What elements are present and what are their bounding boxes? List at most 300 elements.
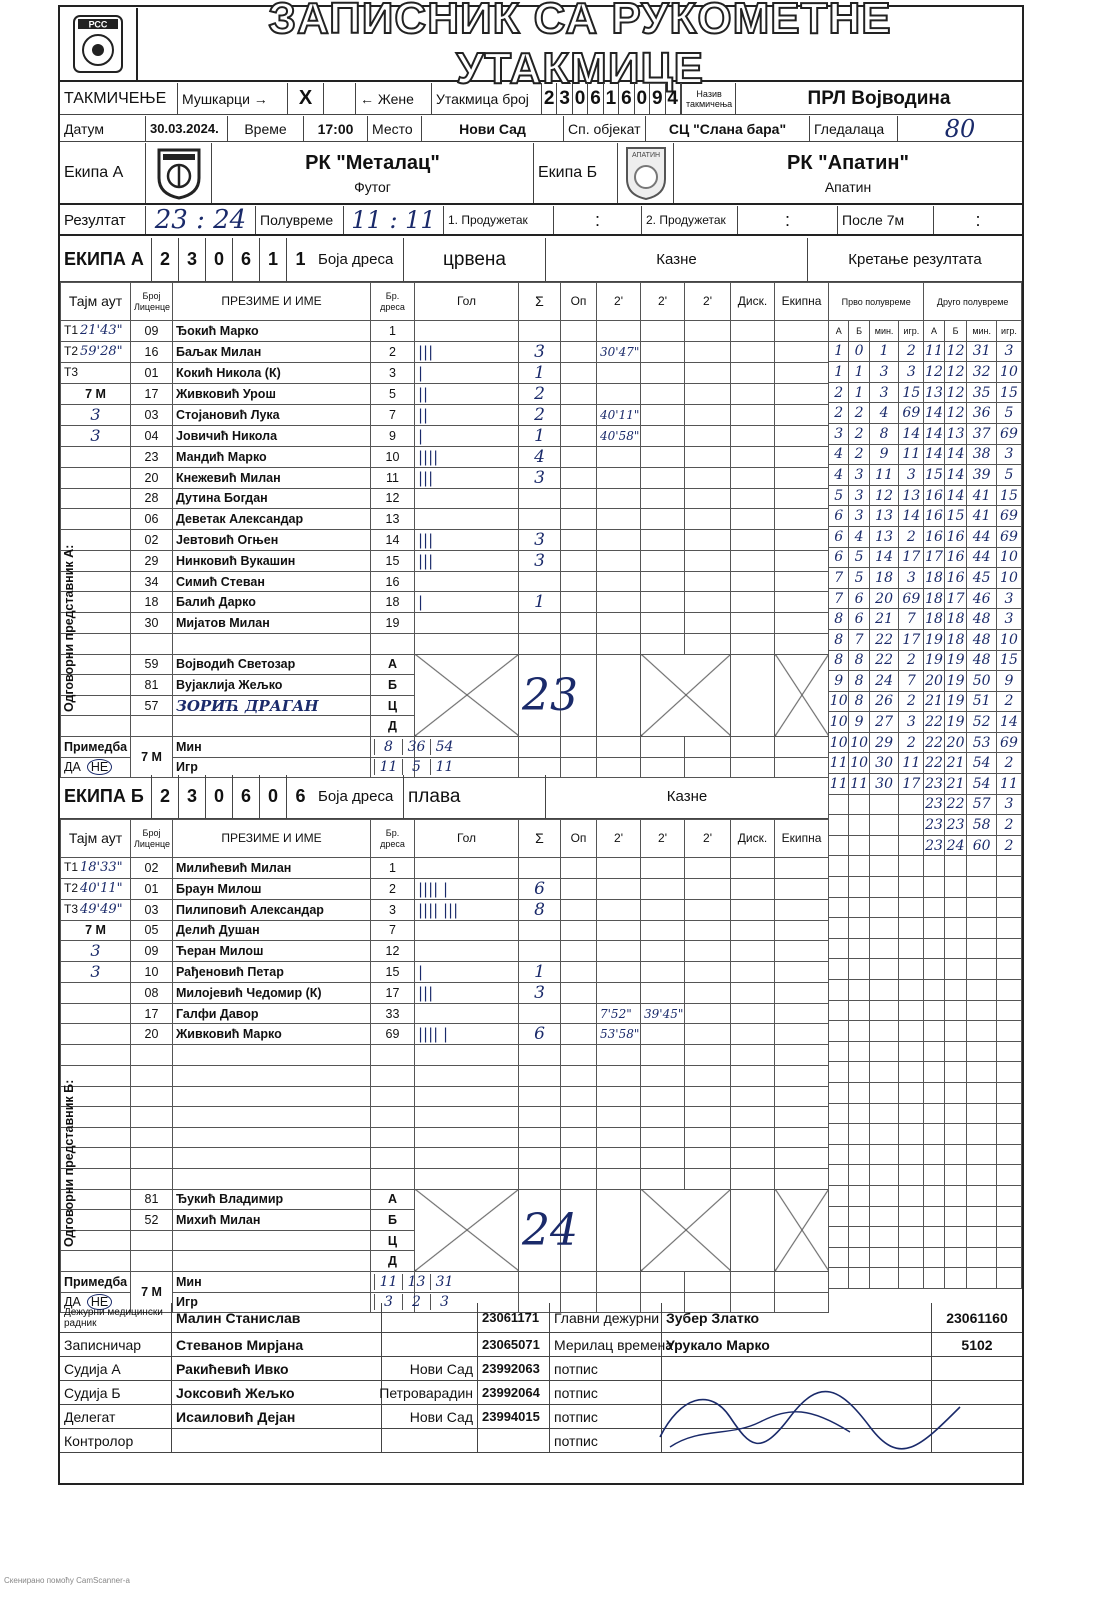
- warning-cell: [561, 1024, 597, 1045]
- team-code-digit: 6: [295, 786, 306, 806]
- score-cell: 4: [829, 444, 849, 465]
- empty-cell: [869, 1000, 899, 1021]
- rep-signature-cell: [61, 467, 131, 488]
- team-a-name: РК "Металац": [305, 151, 440, 174]
- score-cell: 32: [967, 362, 997, 383]
- score-cell: 2: [996, 691, 1021, 712]
- empty-cell: [597, 1148, 641, 1169]
- score-cell: 69: [996, 732, 1021, 753]
- empty-cell: [641, 1168, 685, 1189]
- empty-cell: [996, 1227, 1021, 1248]
- official-role-2: потпис: [550, 1429, 662, 1452]
- seven-m-row: [61, 736, 829, 757]
- seven-m-value-box: 11: [374, 1274, 402, 1290]
- empty-cell: [641, 1065, 685, 1086]
- empty-cell: [996, 1165, 1021, 1186]
- table-header: [61, 820, 829, 858]
- suspension-3: [685, 467, 731, 488]
- score-cell: 2: [899, 526, 924, 547]
- player-goal-tally: |: [415, 362, 519, 383]
- empty-cell: [924, 959, 944, 980]
- team-a-logo: [146, 143, 212, 203]
- empty-cell: [899, 980, 924, 1001]
- suspension-3: [685, 961, 731, 982]
- empty-cell: [829, 815, 849, 836]
- empty-cell: [561, 1065, 597, 1086]
- empty-cell: [899, 1021, 924, 1042]
- match-number-digit: 1: [604, 83, 619, 114]
- team-penalty-cell: [775, 920, 829, 941]
- player-jersey: 11: [371, 467, 415, 488]
- score-row: [829, 1185, 1022, 1206]
- remark-no[interactable]: НЕ: [87, 1294, 112, 1310]
- empty-cell: [829, 918, 849, 939]
- timeout-value: 40'11": [80, 881, 123, 897]
- player-goal-sum: [519, 920, 561, 941]
- empty-cell: [775, 1086, 829, 1107]
- team-penalty-cell: [775, 509, 829, 530]
- team-b-table: [60, 819, 829, 1313]
- score-cell: 15: [944, 506, 967, 527]
- player-license: 17: [131, 1003, 173, 1024]
- empty-cell: [131, 1045, 173, 1066]
- timeout-label: Т3: [64, 365, 79, 380]
- official-license: [131, 1251, 173, 1272]
- empty-cell: [849, 1247, 869, 1268]
- suspension-1: [597, 488, 641, 509]
- official-letter: Д: [371, 1251, 415, 1272]
- official-license-2: 5102: [961, 1336, 993, 1353]
- official-role-2: потпис: [550, 1381, 662, 1404]
- remark-yes[interactable]: ДА: [64, 1295, 81, 1310]
- date-value: 30.03.2024.: [146, 116, 228, 141]
- match-number-digit: 0: [635, 83, 650, 114]
- score-col-col_min: мин.: [869, 321, 899, 342]
- seven-m-min-label: Мин: [173, 736, 371, 757]
- empty-cell: [849, 897, 869, 918]
- player-name: Милићевић Милан: [173, 858, 371, 879]
- empty-cell: [996, 1247, 1021, 1268]
- score-row: [829, 897, 1022, 918]
- empty-cell: [996, 1124, 1021, 1145]
- player-license: 18: [131, 592, 173, 613]
- empty-cell: [967, 1021, 997, 1042]
- score-cell: 6: [829, 526, 849, 547]
- match-report-sheet: [58, 0, 1024, 1485]
- warning-cell: [561, 404, 597, 425]
- team-b-heading: ЕКИПА Б: [60, 775, 152, 818]
- player-jersey: 16: [371, 571, 415, 592]
- player-license: 06: [131, 509, 173, 530]
- score-col-col_b: Б: [944, 321, 967, 342]
- empty-cell: [685, 736, 731, 757]
- empty-cell: [731, 654, 775, 736]
- empty-cell: [869, 856, 899, 877]
- column-header-disq: Диск.: [731, 283, 775, 321]
- suspension-3: [685, 571, 731, 592]
- team-code-digit: 3: [179, 775, 206, 818]
- seven-m-label: 7 М: [61, 383, 131, 404]
- suspension-2: [641, 467, 685, 488]
- remark-no[interactable]: НЕ: [87, 759, 112, 775]
- empty-cell: [561, 1271, 597, 1292]
- official-name: Стеванов Мирјана: [172, 1333, 382, 1356]
- empty-cell: [829, 938, 849, 959]
- empty-cell: [996, 980, 1021, 1001]
- player-license: 28: [131, 488, 173, 509]
- empty-cell: [899, 1206, 924, 1227]
- suspension-3: [685, 341, 731, 362]
- empty-cell: [996, 1021, 1021, 1042]
- empty-cell: [899, 877, 924, 898]
- score-row: [829, 918, 1022, 939]
- player-jersey: 13: [371, 509, 415, 530]
- empty-cell: [829, 1268, 849, 1289]
- seven-m-value-box: 31: [430, 1274, 458, 1290]
- score-row: [829, 547, 1022, 568]
- score-cell: 16: [944, 526, 967, 547]
- seven-m-value: 3: [61, 941, 131, 962]
- empty-cell: [415, 1107, 519, 1128]
- team-penalty-cell: [775, 383, 829, 404]
- score-cell: 5: [829, 485, 849, 506]
- official-city: [382, 1429, 478, 1452]
- disqualification-cell: [731, 362, 775, 383]
- empty-cell: [899, 835, 924, 856]
- player-goal-tally: [415, 321, 519, 342]
- empty-cell: [131, 1107, 173, 1128]
- player-jersey: 1: [371, 321, 415, 342]
- score-cell: 69: [899, 403, 924, 424]
- player-goal-sum: [519, 633, 561, 654]
- team-b-code: [152, 775, 314, 818]
- empty-cell: [944, 1206, 967, 1227]
- empty-cell: [869, 959, 899, 980]
- warning-cell: [561, 509, 597, 530]
- score-cell: 21: [944, 753, 967, 774]
- score-cell: 10: [849, 732, 869, 753]
- player-row: [61, 571, 829, 592]
- score-cell: 58: [967, 815, 997, 836]
- player-goal-tally: [415, 1003, 519, 1024]
- official-row: [61, 1189, 829, 1210]
- empty-cell: [996, 959, 1021, 980]
- empty-cell: [597, 1127, 641, 1148]
- column-header-two: 2': [685, 820, 731, 858]
- match-number-digit: 4: [666, 83, 681, 114]
- score-cell: 14: [996, 712, 1021, 733]
- suspension-2: [641, 941, 685, 962]
- player-goal-tally: [415, 613, 519, 634]
- empty-cell: [731, 1189, 775, 1271]
- score-cell: 8: [829, 609, 849, 630]
- suspension-2: [641, 404, 685, 425]
- team-penalty-cell: [775, 550, 829, 571]
- score-row: [829, 1144, 1022, 1165]
- empty-cell: [829, 897, 849, 918]
- column-header-name: ПРЕЗИМЕ И ИМЕ: [173, 820, 371, 858]
- time-label: Време: [228, 116, 304, 141]
- suspension-2: [641, 878, 685, 899]
- score-cell: 20: [924, 671, 944, 692]
- empty-cell: [829, 1000, 849, 1021]
- empty-cell: [561, 1107, 597, 1128]
- player-jersey: 2: [371, 341, 415, 362]
- score-cell: 3: [996, 588, 1021, 609]
- score-cell: 41: [967, 506, 997, 527]
- disqualification-cell: [731, 920, 775, 941]
- empty-cell: [731, 1148, 775, 1169]
- empty-cell: [849, 1082, 869, 1103]
- empty-cell: [173, 1045, 371, 1066]
- empty-cell: [996, 1062, 1021, 1083]
- timeout-cell: [61, 341, 131, 362]
- remark-yes[interactable]: ДА: [64, 760, 81, 775]
- score-cell: 1: [829, 362, 849, 383]
- team-b-logo: [618, 143, 674, 203]
- player-goal-sum: 2: [519, 404, 561, 425]
- competition-name: ПРЛ Војводина: [807, 87, 951, 109]
- score-cell: 11: [924, 341, 944, 362]
- score-cell: 17: [899, 629, 924, 650]
- empty-cell: [829, 1062, 849, 1083]
- empty-cell: [173, 1127, 371, 1148]
- player-jersey: 15: [371, 961, 415, 982]
- player-name: [173, 633, 371, 654]
- suspension-3: [685, 446, 731, 467]
- empty-cell: [996, 938, 1021, 959]
- disqualification-cell: [731, 425, 775, 446]
- empty-cell: [899, 959, 924, 980]
- empty-cell: [829, 980, 849, 1001]
- empty-cell: [849, 1165, 869, 1186]
- score-cell: 48: [967, 609, 997, 630]
- empty-cell: [944, 1268, 967, 1289]
- official-letter: Д: [371, 716, 415, 737]
- score-cell: 45: [967, 568, 997, 589]
- suspension-2: 39'45": [641, 1003, 685, 1024]
- player-name: Баљак Милан: [173, 341, 371, 362]
- score-cell: 9: [996, 671, 1021, 692]
- player-goal-sum: 3: [519, 341, 561, 362]
- score-row: [829, 1227, 1022, 1248]
- empty-cell: [731, 1045, 775, 1066]
- empty-cell: [731, 1065, 775, 1086]
- score-cell: 16: [924, 526, 944, 547]
- team-penalty-cell: [775, 446, 829, 467]
- empty-cell: [869, 1062, 899, 1083]
- official-license: 81: [131, 675, 173, 696]
- empty-cell: [924, 1144, 944, 1165]
- seven-m-value-box: 3: [430, 1294, 458, 1310]
- warning-cell: [561, 467, 597, 488]
- team-a-code: [152, 238, 314, 281]
- empty-cell: [996, 1206, 1021, 1227]
- empty-cell: [899, 815, 924, 836]
- empty-cell: [967, 856, 997, 877]
- score-cell: 11: [899, 444, 924, 465]
- score-row: [829, 856, 1022, 877]
- column-header-sum: Σ: [519, 283, 561, 321]
- score-cell: 8: [849, 671, 869, 692]
- score-cell: 48: [967, 629, 997, 650]
- disqualification-cell: [731, 404, 775, 425]
- column-header-two: 2': [641, 820, 685, 858]
- empty-cell: [775, 1107, 829, 1128]
- official-license: [131, 716, 173, 737]
- remark-label: Примедба: [61, 736, 131, 757]
- suspension-2: [641, 509, 685, 530]
- player-goal-tally: [415, 571, 519, 592]
- player-name: Ћеран Милош: [173, 941, 371, 962]
- score-cell: 26: [869, 691, 899, 712]
- player-row: [61, 1127, 829, 1148]
- player-row: [61, 1024, 829, 1045]
- score-row: [829, 1124, 1022, 1145]
- overtime2-label: 2. Продужетак: [642, 206, 738, 234]
- score-cell: 7: [899, 671, 924, 692]
- official-name: Јоксовић Жељко: [172, 1381, 382, 1404]
- score-row: [829, 362, 1022, 383]
- player-name: Мијатов Милан: [173, 613, 371, 634]
- team-penalty-cell: [775, 982, 829, 1003]
- empty-cell: [597, 1271, 641, 1292]
- official-license-2: 23061160: [946, 1309, 1008, 1326]
- warning-cell: [561, 488, 597, 509]
- score-cell: 11: [996, 774, 1021, 795]
- empty-cell: [775, 736, 829, 757]
- official-city: [382, 1333, 478, 1356]
- empty-cell: [924, 856, 944, 877]
- disqualification-cell: [731, 1003, 775, 1024]
- venue-value: СЦ "Слана бара": [646, 116, 810, 141]
- suspension-3: [685, 613, 731, 634]
- empty-cell: [944, 1247, 967, 1268]
- empty-cell: [996, 1082, 1021, 1103]
- empty-cell: [829, 794, 849, 815]
- match-number-label: Утакмица број: [432, 83, 542, 114]
- empty-cell: [131, 1065, 173, 1086]
- column-header-name: ПРЕЗИМЕ И ИМЕ: [173, 283, 371, 321]
- player-name: Кокић Никола (К): [173, 362, 371, 383]
- seven-m-value-box: 36: [402, 739, 430, 755]
- timeout-cell: [61, 858, 131, 879]
- official-license: [478, 1429, 550, 1452]
- score-cell: 16: [944, 547, 967, 568]
- score-cell: 7: [829, 568, 849, 589]
- empty-cell: [967, 877, 997, 898]
- score-cell: 6: [829, 506, 849, 527]
- empty-cell: [869, 1144, 899, 1165]
- timeout-label: Т2: [64, 344, 79, 359]
- column-header-team: Екипна: [775, 820, 829, 858]
- report-title-bar: [60, 0, 1022, 93]
- disqualification-cell: [731, 446, 775, 467]
- empty-cell: [967, 1144, 997, 1165]
- disqualification-cell: [731, 878, 775, 899]
- score-row: [829, 753, 1022, 774]
- empty-cell: [944, 856, 967, 877]
- score-cell: 11: [899, 753, 924, 774]
- score-row: [829, 774, 1022, 795]
- player-name: Живковић Урош: [173, 383, 371, 404]
- player-name: Браун Милош: [173, 878, 371, 899]
- overtime1-value: :: [554, 206, 642, 234]
- empty-cell: [869, 1227, 899, 1248]
- team-code-digit: 0: [206, 238, 233, 281]
- empty-cell: [869, 980, 899, 1001]
- table-header: [61, 283, 829, 321]
- score-col-col_b: Б: [849, 321, 869, 342]
- player-goal-tally: |: [415, 961, 519, 982]
- warning-cell: [561, 446, 597, 467]
- warning-cell: [561, 613, 597, 634]
- player-license: 23: [131, 446, 173, 467]
- empty-cell: [899, 856, 924, 877]
- official-license: 23992063: [478, 1357, 550, 1380]
- score-cell: 19: [944, 712, 967, 733]
- empty-cell: [415, 1148, 519, 1169]
- timeout-label: Т1: [64, 323, 79, 338]
- score-row: [829, 794, 1022, 815]
- player-name: Делић Душан: [173, 920, 371, 941]
- federation-logo: [60, 8, 138, 80]
- player-jersey: 14: [371, 529, 415, 550]
- player-row: [61, 509, 829, 530]
- score-row: [829, 341, 1022, 362]
- score-cell: 8: [849, 650, 869, 671]
- score-cell: 54: [967, 753, 997, 774]
- team-penalty-cell: [775, 878, 829, 899]
- rep-signature-cell: [61, 1024, 131, 1045]
- player-name: Милојевић Чедомир (К): [173, 982, 371, 1003]
- empty-cell: [775, 1065, 829, 1086]
- score-cell: 22: [924, 753, 944, 774]
- score-cell: 23: [924, 815, 944, 836]
- empty-cell: [829, 1185, 849, 1206]
- women-label: Жене: [377, 90, 414, 107]
- empty-cell: [685, 1107, 731, 1128]
- seven-m-value-box: 8: [374, 739, 402, 755]
- empty-cell: [371, 1168, 415, 1189]
- suspension-2: [641, 592, 685, 613]
- player-name: Живковић Марко: [173, 1024, 371, 1045]
- score-cell: 41: [967, 485, 997, 506]
- score-cell: 12: [944, 403, 967, 424]
- empty-cell: [944, 1165, 967, 1186]
- score-row: [829, 732, 1022, 753]
- empty-cell: [829, 1206, 849, 1227]
- official-city: [382, 1303, 478, 1332]
- score-cell: 23: [924, 835, 944, 856]
- empty-cell: [944, 1062, 967, 1083]
- player-goal-sum: 1: [519, 592, 561, 613]
- score-cell: 4: [869, 403, 899, 424]
- seven-m-value: 3: [61, 425, 131, 446]
- score-cell: 5: [996, 465, 1021, 486]
- score-cell: 2: [899, 341, 924, 362]
- warning-cell: [561, 362, 597, 383]
- score-row: [829, 382, 1022, 403]
- team-penalty-cell: [775, 633, 829, 654]
- player-license: 01: [131, 878, 173, 899]
- result-label: Резултат: [60, 206, 146, 234]
- suspension-1: [597, 446, 641, 467]
- seven-m-value-box: 3: [374, 1294, 402, 1310]
- empty-cell: [996, 856, 1021, 877]
- empty-cell: [849, 938, 869, 959]
- score-cell: 22: [924, 732, 944, 753]
